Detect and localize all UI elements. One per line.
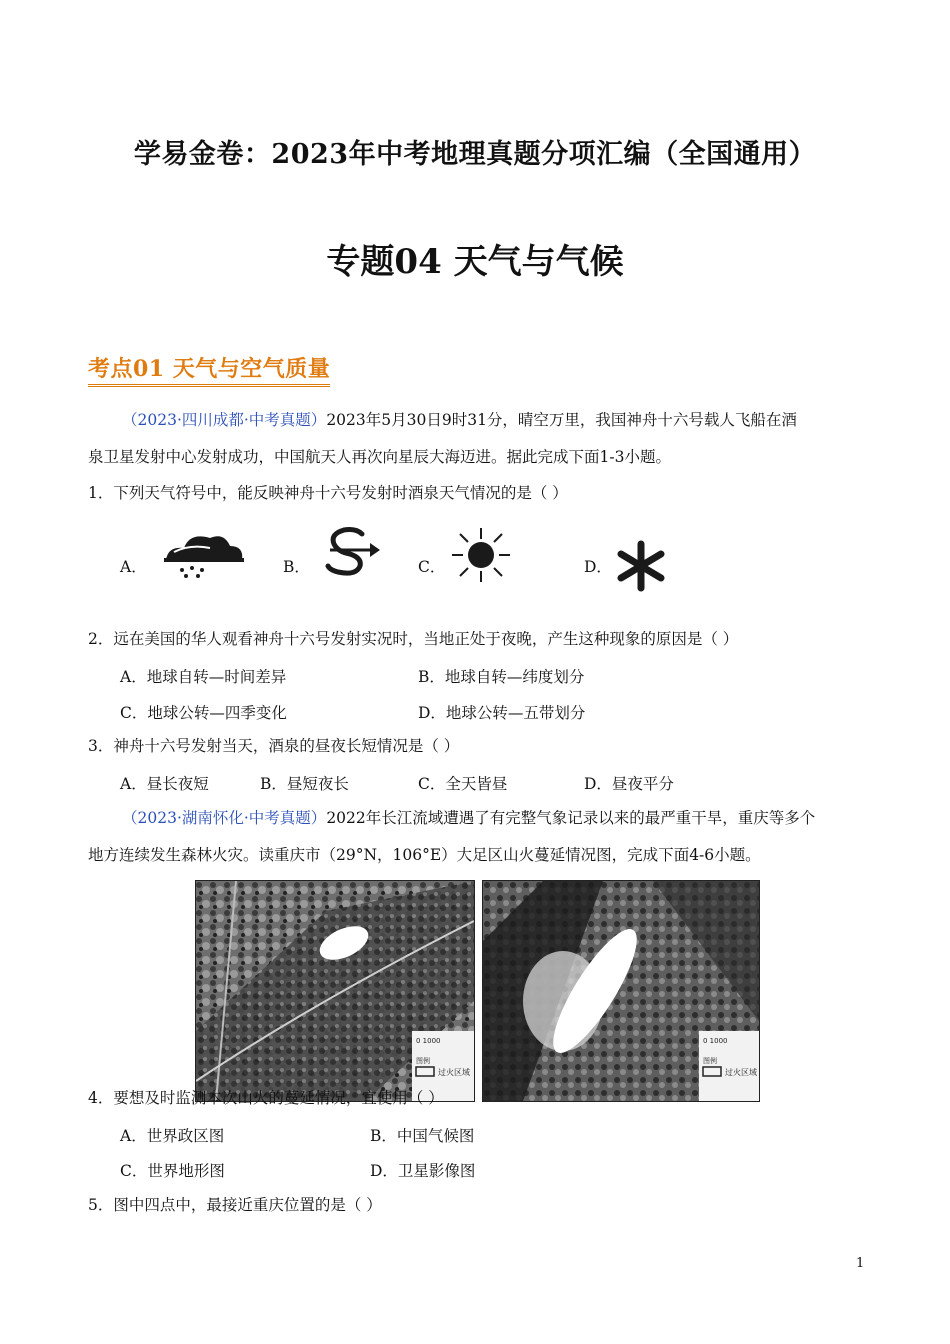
q2-option-c: C．地球公转—四季变化	[120, 704, 287, 722]
page-number: 1	[856, 1256, 865, 1271]
snowflake-icon	[614, 540, 668, 592]
topic-title: 专题04 天气与气候	[326, 242, 624, 282]
q1-option-b-label: B．	[283, 558, 310, 576]
q1-option-a-label: A．	[120, 558, 147, 576]
svg-text:0 1000: 0 1000	[703, 1037, 728, 1045]
question-4-stem: 4．要想及时监测本次山火的蔓延情况，宜使用（ ）	[88, 1089, 444, 1107]
map-legend-1-title: 图例	[416, 1057, 430, 1065]
satellite-map-after	[482, 880, 760, 1102]
passage-2-text: 2022年长江流域遭遇了有完整气象记录以来的最严重干旱，重庆等多个	[326, 809, 816, 827]
satellite-map-before	[195, 880, 475, 1102]
question-5-stem: 5．图中四点中，最接近重庆位置的是（ ）	[88, 1196, 382, 1214]
question-3-stem: 3．神舟十六号发射当天，酒泉的昼夜长短情况是（ ）	[88, 737, 460, 755]
sandstorm-icon	[322, 526, 384, 578]
question-2-stem: 2．远在美国的华人观看神舟十六号发射实况时，当地正处于夜晚，产生这种现象的原因是（ ）	[88, 630, 739, 648]
q2-option-b: B．地球自转—纬度划分	[418, 668, 585, 686]
passage-1-line-2: 泉卫星发射中心发射成功，中国航天人再次向星辰大海迈进。据此完成下面1-3小题。	[88, 448, 671, 466]
passage-2-line-2: 地方连续发生森林火灾。读重庆市（29°N，106°E）大足区山火蔓延情况图，完成下面4-6小题。	[88, 846, 761, 864]
passage-1-source: （2023·四川成都·中考真题）	[122, 411, 327, 429]
sunny-icon	[450, 526, 512, 584]
q1-option-d-label: D．	[584, 558, 612, 576]
snow-cloud-icon	[160, 528, 246, 580]
map-legend-2-label: 过火区域	[725, 1068, 757, 1077]
map-legend-1-label: 过火区域	[438, 1068, 470, 1077]
q3-option-d: D．昼夜平分	[584, 775, 674, 793]
passage-2-source: （2023·湖南怀化·中考真题）	[122, 809, 327, 827]
q3-option-c: C．全天皆昼	[418, 775, 508, 793]
q4-option-a: A．世界政区图	[120, 1127, 225, 1145]
q4-option-b: B．中国气候图	[370, 1127, 475, 1145]
section-heading: 考点01 天气与空气质量	[88, 352, 330, 387]
passage-1-line-1	[122, 410, 797, 430]
question-1-stem: 1．下列天气符号中，能反映神舟十六号发射时酒泉天气情况的是（ ）	[88, 484, 568, 502]
q2-option-a: A．地球自转—时间差异	[120, 668, 287, 686]
map-legend-2	[699, 1031, 759, 1101]
q4-option-c: C．世界地形图	[120, 1162, 225, 1180]
svg-text:0 1000: 0 1000	[416, 1037, 441, 1045]
passage-2-line-1	[122, 808, 815, 828]
q4-option-d: D．卫星影像图	[370, 1162, 476, 1180]
q2-option-d: D．地球公转—五带划分	[418, 704, 586, 722]
q3-option-b: B．昼短夜长	[260, 775, 349, 793]
q3-option-a: A．昼长夜短	[120, 775, 209, 793]
q1-option-c-label: C．	[418, 558, 446, 576]
passage-1-text: 2023年5月30日9时31分，晴空万里，我国神舟十六号载人飞船在酒	[326, 411, 797, 429]
map-legend-2-title: 图例	[703, 1057, 717, 1065]
document-title: 学易金卷：2023年中考地理真题分项汇编（全国通用）	[133, 139, 817, 170]
